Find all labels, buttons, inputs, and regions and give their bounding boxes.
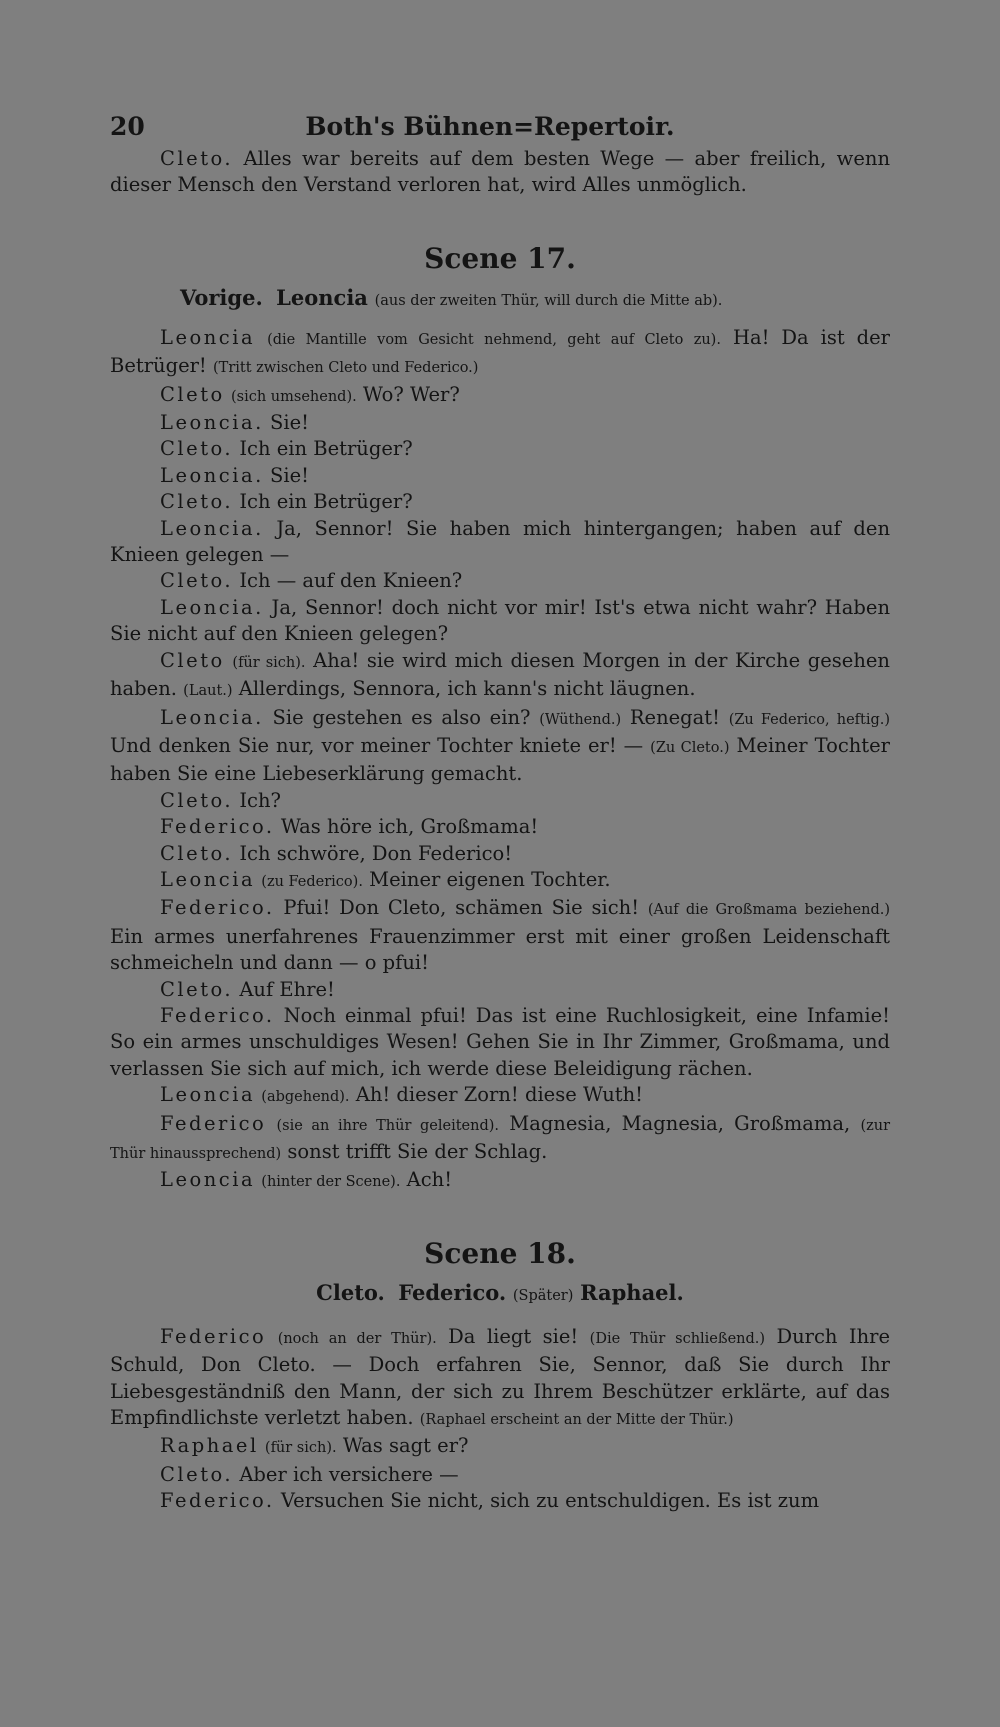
dialogue-line [110, 895, 890, 976]
dialogue-line [110, 489, 890, 515]
cast-name: Raphael. [580, 1279, 684, 1305]
speech: Sie! [269, 463, 309, 487]
dialogue-line [110, 705, 890, 788]
dialogue-line [110, 1082, 890, 1110]
cast-list [110, 1278, 890, 1308]
speech: Durch Ihre Schuld, Don Cleto. — Doch erfahren Sie, Sennor, daß Sie durch Ihr Liebesgeständniß den Mann, der sich zu Ihrem Beschützer erklärte, auf das Empfindlichste verletzt haben. [110, 1324, 891, 1430]
cast-list [110, 283, 890, 313]
stage-direction: (Raphael erscheint an der Mitte der Thür.) [419, 1412, 734, 1429]
stage-direction: (zur Thür hinaussprechend) [110, 1117, 891, 1162]
speech: Was höre ich, Großmama! [280, 815, 539, 839]
stage-direction: (die Mantille vom Gesicht nehmend, geht auf Cleto zu). [267, 331, 721, 348]
speech: Versuchen Sie nicht, sich zu entschuldigen. Es ist zum [280, 1489, 820, 1513]
dialogue-line [110, 648, 890, 705]
speech: Allerdings, Sennora, ich kann's nicht läugnen. [238, 677, 696, 701]
speech: Was sagt er? [342, 1434, 469, 1458]
speaker: Leoncia [160, 867, 256, 891]
speaker: Cleto. [160, 490, 234, 514]
dialogue-line [110, 977, 890, 1003]
book-page [110, 112, 890, 1515]
dialogue-line [110, 595, 890, 648]
speech: Und denken Sie nur, vor meiner Tochter kniete er! — [110, 733, 644, 757]
speaker: Leoncia. [160, 516, 264, 540]
speaker: Leoncia. [160, 411, 264, 435]
speaker: Leoncia [160, 1083, 256, 1107]
stage-direction: (sich umsehend). [230, 388, 357, 405]
stage-direction: (aus der zweiten Thür, will durch die Mitte ab). [374, 292, 723, 309]
speech: Ein armes unerfahrenes Frauenzimmer erst mit einer großen Leidenschaft schmeicheln und dann — o pfui! [110, 924, 890, 975]
dialogue-line [110, 325, 890, 382]
speaker: Cleto. [160, 147, 234, 170]
dialogue-line [110, 382, 890, 410]
stage-direction: (Laut.) [183, 683, 233, 700]
speech: Sie! [269, 411, 309, 435]
speech: Aha! sie wird mich diesen Morgen in der Kirche gesehen haben. [110, 648, 890, 701]
speech: Wo? Wer? [362, 382, 460, 406]
speaker: Leoncia. [160, 595, 264, 619]
speech: Ach! [406, 1168, 453, 1192]
cast-name: Vorige. [180, 284, 263, 310]
speech: Auf Ehre! [239, 977, 335, 1001]
cast-name: Leoncia [276, 284, 368, 310]
dialogue-line [110, 1167, 890, 1195]
cast-name: Cleto. [316, 1279, 385, 1305]
speaker: Cleto [160, 648, 225, 672]
speaker: Cleto. [160, 788, 234, 812]
speech: Meiner eigenen Tochter. [369, 867, 611, 891]
speech: Da liegt sie! [448, 1324, 579, 1348]
speech: sonst trifft Sie der Schlag. [287, 1140, 548, 1163]
speaker: Cleto. [160, 437, 234, 461]
speech: Ich schwöre, Don Federico! [239, 841, 513, 865]
dialogue-line [110, 146, 890, 199]
scene-heading: Scene 17. [424, 241, 576, 275]
running-title: Both's Bühnen=Repertoir. [305, 112, 675, 141]
speaker: Federico. [160, 1003, 275, 1027]
dialogue-line [110, 1433, 890, 1461]
speaker: Raphael [160, 1434, 259, 1458]
stage-direction: (Zu Cleto.) [650, 739, 730, 756]
dialogue-line [110, 436, 890, 462]
dialogue-line [110, 1462, 890, 1488]
speech: Pfui! Don Cleto, schämen Sie sich! [283, 896, 640, 920]
speaker: Cleto. [160, 841, 234, 865]
speech: Renegat! [629, 705, 720, 729]
dialogue-line [110, 841, 890, 867]
stage-direction: (hinter der Scene). [261, 1174, 401, 1191]
speech: Noch einmal pfui! Das ist eine Ruchlosigkeit, eine Infamie! So ein armes unschuldiges Wesen! Gehen Sie in Ihr Zimmer, Großmama, und verlassen Sie sich auf mich, ich werde diese Beleidigung rächen. [110, 1003, 891, 1080]
speech: Ich ein Betrüger? [239, 490, 413, 514]
speaker: Federico. [160, 1489, 275, 1513]
speaker: Cleto. [160, 569, 234, 593]
stage-direction: (Wüthend.) [539, 711, 622, 728]
speech: Alles war bereits auf dem besten Wege — aber freilich, wenn dieser Mensch den Verstand verloren hat, wird Alles unmöglich. [110, 147, 891, 197]
stage-direction: (für sich). [232, 654, 306, 671]
dialogue-line [110, 410, 890, 436]
speech: Ich ein Betrüger? [239, 437, 413, 461]
stage-direction: (Tritt zwischen Cleto und Federico.) [212, 360, 479, 377]
speaker: Federico [160, 1111, 267, 1135]
stage-direction: (abgehend). [261, 1089, 350, 1106]
dialogue-line [110, 867, 890, 895]
speaker: Leoncia [160, 1168, 256, 1192]
speech: Ja, Sennor! Sie haben mich hintergangen; haben auf den Knieen gelegen — [110, 516, 891, 567]
speech: Magnesia, Magnesia, Großmama, [509, 1111, 851, 1135]
stage-direction: (Später) [512, 1287, 574, 1304]
speaker: Cleto [160, 382, 225, 406]
speech: Ich — auf den Knieen? [239, 569, 463, 593]
page-header [110, 112, 890, 146]
dialogue-line [110, 568, 890, 594]
speech: Ja, Sennor! doch nicht vor mir! Ist's etwa nicht wahr? Haben Sie nicht auf den Knieen gelegen? [110, 595, 891, 646]
speech: Aber ich versichere — [239, 1462, 459, 1486]
speaker: Leoncia [160, 325, 256, 349]
speaker: Federico [160, 1324, 267, 1348]
speaker: Federico. [160, 815, 275, 839]
stage-direction: (Die Thür schließend.) [589, 1330, 766, 1347]
speech: Sie gestehen es also ein? [272, 705, 531, 729]
dialogue-line [110, 463, 890, 489]
stage-direction: (Zu Federico, heftig.) [728, 711, 891, 728]
stage-direction: (für sich). [264, 1440, 337, 1457]
dialogue-line [110, 1324, 890, 1434]
stage-direction: (Auf die Großmama beziehend.) [647, 902, 890, 919]
dialogue-line [110, 516, 890, 569]
speaker: Cleto. [160, 1462, 234, 1486]
stage-direction: (noch an der Thür). [277, 1330, 437, 1347]
stage-direction: (sie an ihre Thür geleitend). [276, 1117, 500, 1134]
dialogue-line [110, 814, 890, 840]
speaker: Leoncia. [160, 705, 264, 729]
dialogue-line [110, 1003, 890, 1082]
speaker: Leoncia. [160, 463, 264, 487]
stage-direction: (zu Federico). [261, 873, 363, 890]
cast-name: Federico. [398, 1279, 507, 1305]
speech: Ich? [239, 788, 281, 812]
dialogue-line [110, 788, 890, 814]
dialogue-line [110, 1488, 890, 1514]
speech: Ha! Da ist der Betrüger! [110, 325, 891, 378]
scene-heading: Scene 18. [424, 1236, 576, 1270]
speech: Ah! dieser Zorn! diese Wuth! [355, 1083, 644, 1107]
dialogue-line [110, 1111, 890, 1168]
page-number: 20 [110, 112, 145, 141]
speech: Meiner Tochter haben Sie eine Liebeserklärung gemacht. [110, 733, 890, 786]
speaker: Cleto. [160, 977, 234, 1001]
speaker: Federico. [160, 896, 275, 920]
